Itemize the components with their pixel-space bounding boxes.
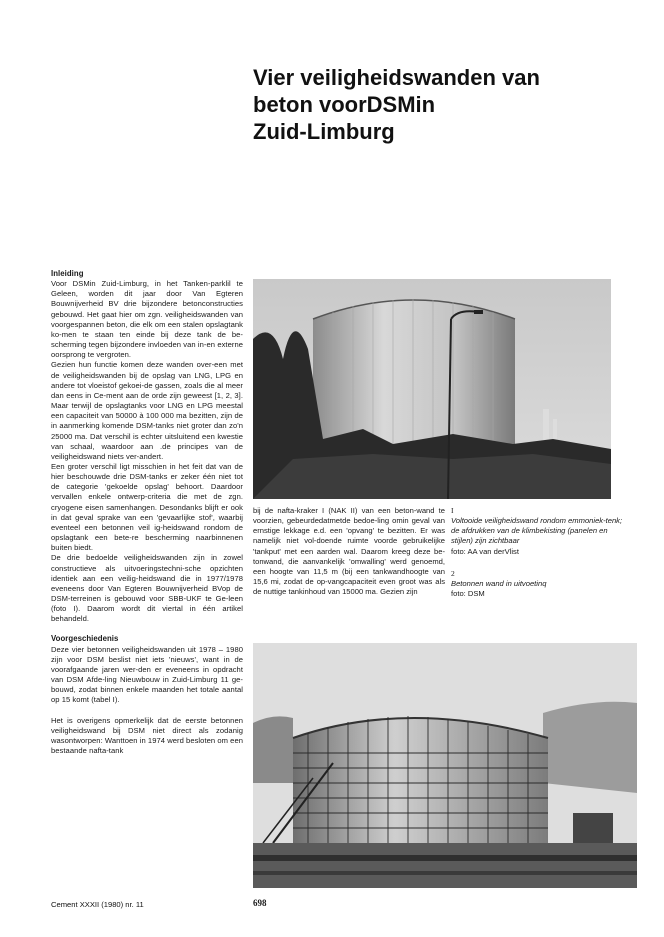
title-line-1: Vier veiligheidswanden van (253, 65, 540, 90)
left-text-column (51, 269, 243, 756)
photo-completed-wall-image (253, 279, 611, 499)
paragraph: bij de nafta-kraker I (NAK II) van een beton-wand te voorzien, gebeurdedatmetde bedoe-ling omin geval van ernstige lekkage e.d. een 'opvang' te bezitten. Er was namelijk niet vol-doende ruimte voorde gebruikelijke 'tankput' met een aarden wal. Daarom kreeg deze be-tonwand, die aanvankelijk 'omwalling' werd genoemd, een hoogte van 11,5 m (bij een tankwandhoogte van 15,6 mi, zodat de op-vangcapaciteit even groot was als de nuttige tankinhoud van 15000 ma. Gezien zijn (253, 506, 445, 597)
title-line-3: Zuid-Limburg (253, 119, 395, 144)
article-title (253, 64, 653, 145)
photo-captions (451, 506, 626, 611)
paragraph: Het is overigens opmerkelijk dat de eerste betonnen veiligheidswand bij DSM niet direct als zodanig wasontworpen: Wanttoen in 1974 werd besloten om een bestaande nafta-tank (51, 715, 243, 756)
caption-text: Betonnen wand in uitvoetinq (451, 578, 547, 588)
caption-text: Voltooide veiligheidswand rondom emmoniek-tenk; de afdrukken van de klimbekisting (panelen en stijlen) zijn zichtbaar (451, 516, 623, 546)
caption-credit: foto: AA van derVlist (451, 546, 519, 556)
paragraph: Een groter verschil ligt misschien in het feit dat van de hier beschouwde drie DSM-tanks er zeker één niet tot de categorie 'gekoelde opslag' behoort. Daardoor vervallen enkele ontwerp-criteria die met de zgn. cryogene eisen samenhangen. Desondanks blijft er ook in dat geval sprake van een 'gevaarlijke stof', waarbij eventeel een betonnen veil ig-heidswand rondom de opslagtank een bete-re bescherming naarbinnenen buiten biedt. (51, 461, 243, 553)
paragraph: De drie bedoelde veiligheidswanden zijn in zowel constructieve als uitvoeringstechni-sche opzichten identiek aan een veilig-heidswand die in 1977/1978 eveneens door Van Egteren Bouwnijverheid BVop de DSM-terreinen is gebouwd voor SBB-UKF te Ge-leen (foto I). Daarom wordt dit viertal in één artikel behandeld. (51, 553, 243, 624)
section-heading-inleiding: Inleiding (51, 269, 84, 278)
caption-photo-1 (451, 506, 626, 557)
caption-number: 2 (451, 568, 455, 578)
journal-reference: Cement XXXII (1980) nr. 11 (51, 900, 144, 909)
photo-wall-under-construction (253, 643, 637, 888)
caption-credit: foto: DSM (451, 589, 485, 599)
paragraph: Gezien hun functie komen deze wanden over-een met de veiligheidswanden bij de opslag van LNG, LPG en andere tot vloeistof gekoei-de gassen, zoals die al meer dan eens in Ce-ment aan de orde zijn geweest [1, 2, 3]. Maar terwijl de opslagtanks voor LNG en LPG meestal een capaciteit van 50000 à 100 000 ma bezitten, zijn de in aanmerking komende DSM-tanks niet groter dan zo'n 25000 ma. Dat verschil is echter uitsluitend een kwestie van schaal, waardoor aan .de principes van de veiligheidswand niets ver-andert. (51, 360, 243, 461)
title-line-2: beton voorDSMin (253, 92, 436, 117)
page-number: 698 (253, 898, 267, 908)
spacer (51, 624, 243, 634)
photo-wall-under-construction-image (253, 643, 637, 888)
caption-photo-2 (451, 569, 626, 599)
middle-text-column (253, 506, 445, 597)
spacer (51, 706, 243, 716)
paragraph: Voor DSMin Zuid-Limburg, in het Tanken-parklil te Geleen, worden dit jaar door Van Egteren Bouwnijverheid BV drie bijzondere betonconstructies gebouwd. Het gaat hier om zgn. veiligheidswanden van voorgespannen beton, die elk om een stalen opslagtank ko-men te staan ten einde bij deze tank de be-scherming tegen bijzondere invloeden van in-en externe oorsprong te vergroten. (51, 279, 243, 360)
paragraph: Deze vier betonnen veiligheidswanden uit 1978 – 1980 zijn voor DSM beslist niet iets 'nieuws', want in de voorafgaande jaren wer-den er eveneens in opdracht van DSM Afde-ling Nieuwbouw in Zuid-Limburg 11 ge-bouwd, zodat binnen enkele maanden het totale aantal op 15 komt (tabel I). (51, 644, 243, 705)
caption-number: I (451, 506, 454, 515)
section-heading-voorgeschiedenis: Voorgeschiedenis (51, 634, 119, 644)
photo-completed-wall (253, 279, 611, 499)
